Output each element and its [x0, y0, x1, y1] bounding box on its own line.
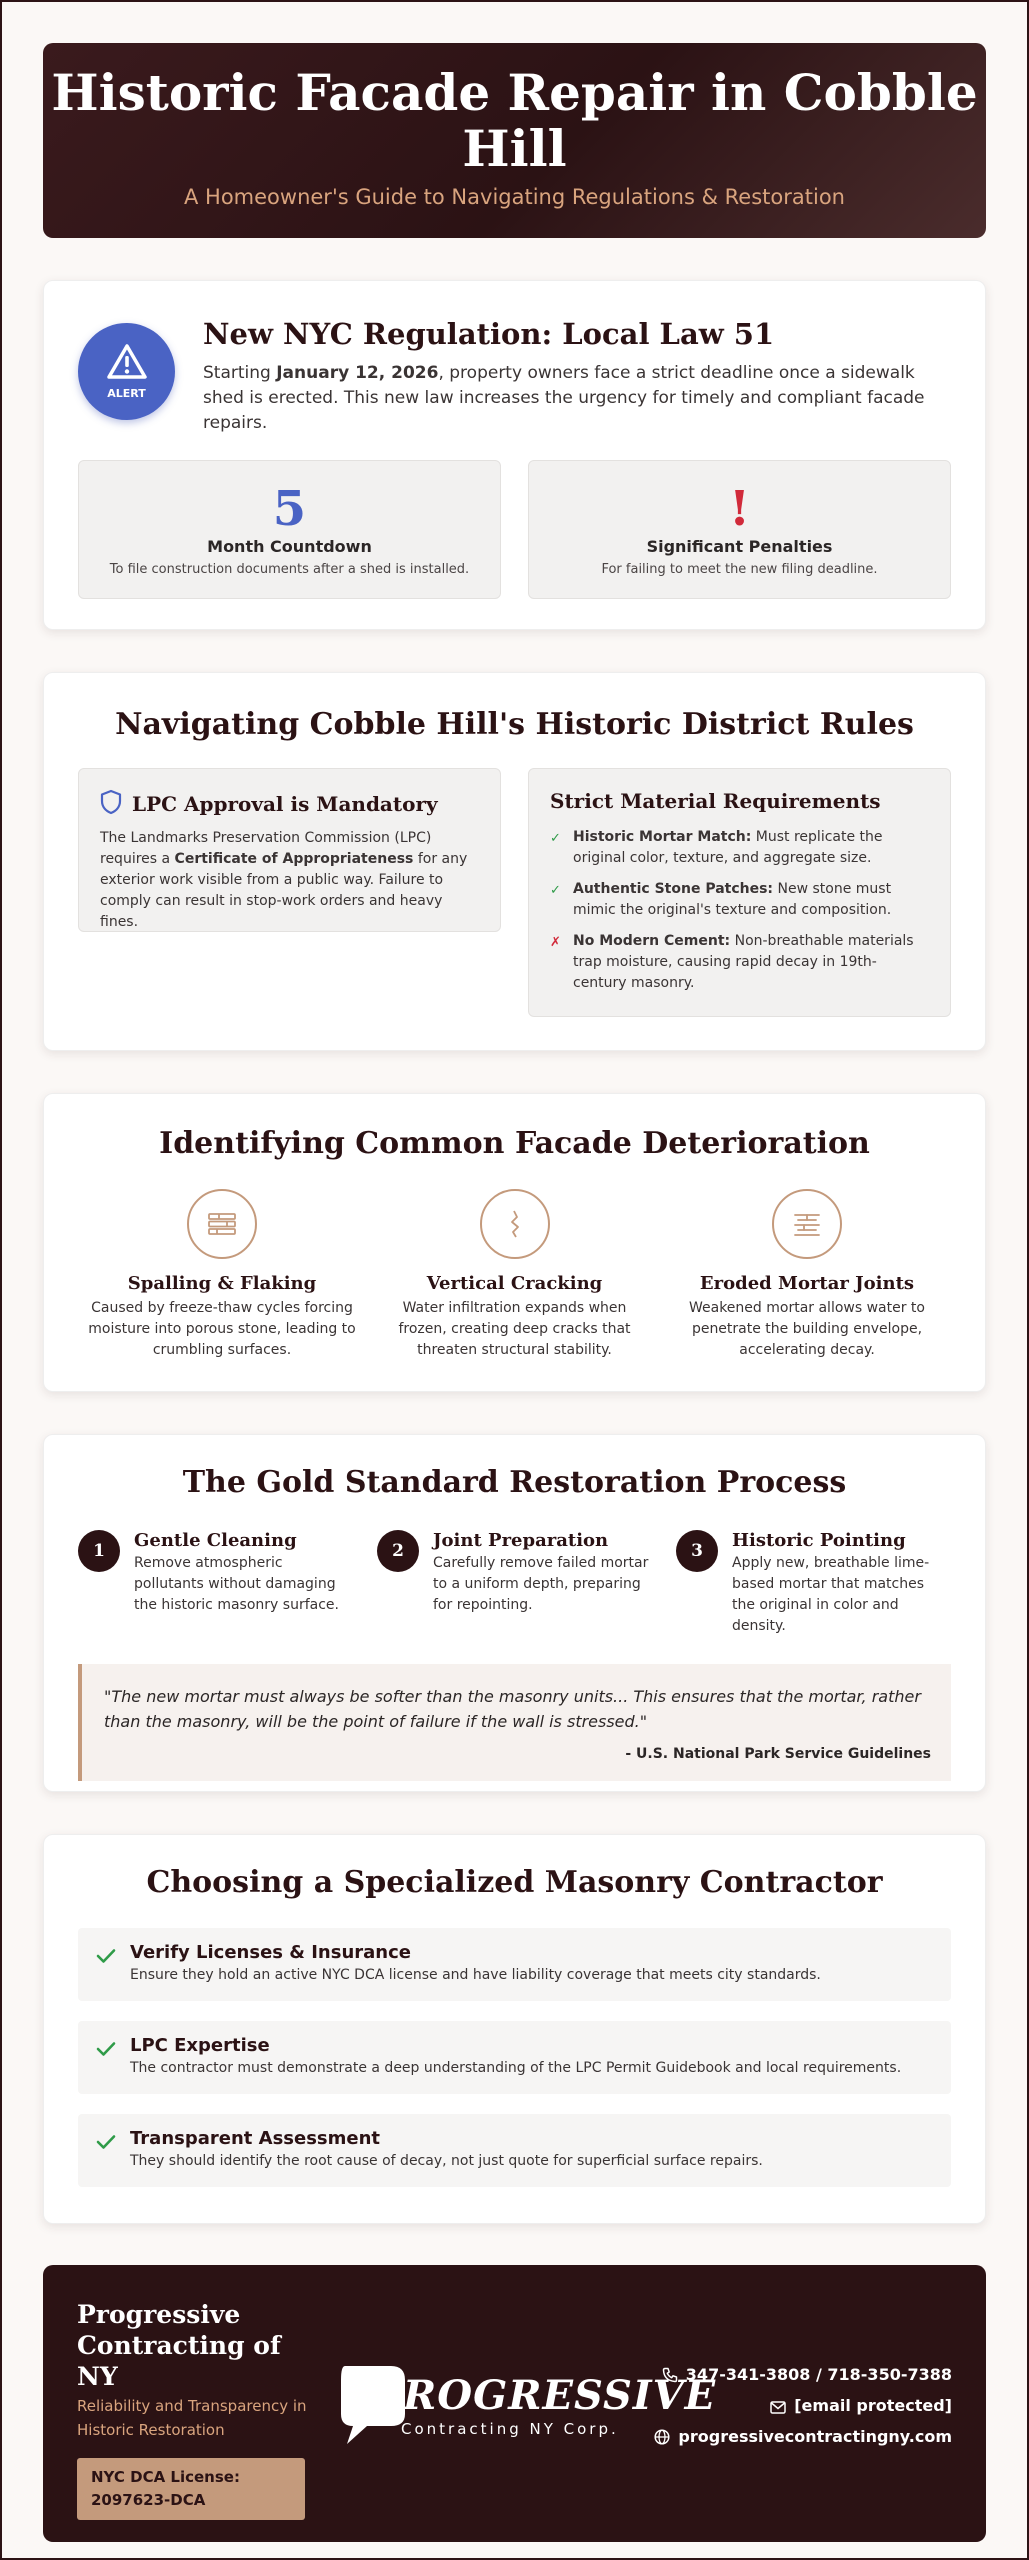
checklist-item: [78, 1928, 951, 2001]
regulation-card: [43, 280, 986, 630]
checklist-item: [78, 2021, 951, 2094]
stat-penalties: [528, 460, 951, 599]
company-tagline: Reliability and Transparency in Historic Restoration: [77, 2397, 307, 2439]
logo-wordmark: ROGRESSIVE: [403, 2372, 717, 2419]
mail-icon: [770, 2401, 786, 2414]
footer: [43, 2265, 986, 2542]
license-badge: NYC DCA License: 2097623-DCA: [77, 2458, 305, 2520]
company-name: Progressive Contracting of NY: [77, 2300, 281, 2391]
step-text: Apply new, breathable lime-based mortar that matches the original in color and density.: [732, 1555, 930, 1634]
brick-layers-icon: [187, 1189, 257, 1259]
section-title: The Gold Standard Restoration Process: [182, 1465, 847, 1500]
stat-countdown: [78, 460, 501, 599]
stat-label: Significant Penalties: [646, 537, 833, 556]
deterioration-item: [377, 1189, 653, 1361]
item-title: Vertical Cracking: [426, 1273, 603, 1294]
checklist-item: [78, 2114, 951, 2187]
step-title: Joint Preparation: [433, 1530, 609, 1551]
process-step: [78, 1530, 353, 1637]
item-text: Weakened mortar allows water to penetrate the building envelope, accelerating decay.: [688, 1300, 925, 1358]
material-requirements-box: [528, 768, 951, 1017]
quote-source: - U.S. National Park Service Guidelines: [625, 1746, 931, 1762]
restoration-process-card: [43, 1434, 986, 1792]
item-title: Eroded Mortar Joints: [699, 1273, 915, 1294]
quote-text: "The new mortar must always be softer than the masonry units... This ensures that the mortar, rather than the masonry, will be the point of failure if the wall is stressed.": [104, 1687, 921, 1731]
checklist-text: They should identify the root cause of decay, not just quote for superficial surface repairs.: [130, 2153, 763, 2169]
check-icon: ✓: [550, 831, 561, 846]
deterioration-card: [43, 1093, 986, 1392]
historic-rules-card: [43, 672, 986, 1051]
step-text: Carefully remove failed mortar to a uniform depth, preparing for repointing.: [433, 1555, 649, 1613]
process-step: [676, 1530, 951, 1637]
crack-icon: [480, 1189, 550, 1259]
regulation-intro: Starting January 12, 2026, property owners face a strict deadline once a sidewalk shed is erected. This new law increases the urgency for timely and compliant facade repairs.: [203, 363, 925, 433]
check-icon: [96, 1948, 116, 1964]
stat-label: Month Countdown: [207, 537, 372, 556]
page-subtitle: A Homeowner's Guide to Navigating Regulations & Restoration: [184, 185, 845, 209]
item-text: Water infiltration expands when frozen, creating deep cracks that threaten structural stability.: [398, 1300, 631, 1358]
checklist-title: Verify Licenses & Insurance: [130, 1942, 411, 1963]
step-title: Gentle Cleaning: [134, 1530, 297, 1551]
stat-description: For failing to meet the new filing deadline.: [601, 562, 878, 577]
logo-subtitle: Contracting NY Corp.: [401, 2420, 619, 2438]
website-link[interactable]: progressivecontractingny.com: [654, 2427, 952, 2446]
regulation-title: New NYC Regulation: Local Law 51: [203, 317, 775, 351]
hero-banner: [43, 43, 986, 238]
step-number: 2: [377, 1530, 419, 1572]
section-title: Identifying Common Facade Deterioration: [159, 1126, 870, 1161]
check-icon: [96, 2134, 116, 2150]
cross-icon: ✗: [550, 935, 561, 950]
alert-label: ALERT: [107, 387, 146, 400]
lpc-title: LPC Approval is Mandatory: [132, 792, 438, 816]
step-number: 3: [676, 1530, 718, 1572]
section-title: Choosing a Specialized Masonry Contractor: [146, 1865, 883, 1900]
phone-link[interactable]: 347-341-3808 / 718-350-7388: [654, 2365, 952, 2384]
section-title: Navigating Cobble Hill's Historic District Rules: [115, 707, 914, 742]
phone-icon: [662, 2367, 678, 2383]
mortar-joints-icon: [772, 1189, 842, 1259]
materials-title: Strict Material Requirements: [550, 789, 881, 813]
item-text: Caused by freeze-thaw cycles forcing moisture into porous stone, leading to crumbling surfaces.: [88, 1300, 356, 1358]
process-step: [377, 1530, 652, 1637]
alert-badge: [78, 323, 175, 420]
material-list: [550, 827, 929, 994]
stat-description: To file construction documents after a shed is installed.: [109, 562, 470, 577]
checklist-text: The contractor must demonstrate a deep understanding of the LPC Permit Guidebook and local requirements.: [130, 2060, 902, 2076]
lpc-approval-box: [78, 768, 501, 932]
email-link[interactable]: [email protected]: [654, 2396, 952, 2415]
step-title: Historic Pointing: [732, 1530, 906, 1551]
checklist-title: LPC Expertise: [130, 2035, 270, 2056]
globe-icon: [654, 2429, 670, 2445]
check-icon: ✓: [550, 883, 561, 898]
list-item: ✓ Historic Mortar Match: Must replicate the original color, texture, and aggregate size.: [550, 829, 883, 866]
guideline-quote: [78, 1664, 951, 1781]
process-steps: [78, 1530, 951, 1637]
stat-value: 5: [272, 481, 307, 537]
contractor-card: [43, 1834, 986, 2224]
step-text: Remove atmospheric pollutants without damaging the historic masonry surface.: [134, 1555, 339, 1613]
page: [43, 43, 986, 2542]
item-title: Spalling & Flaking: [127, 1273, 317, 1294]
regulation-date: January 12, 2026: [276, 363, 439, 383]
page-title: Historic Facade Repair in Cobble Hill: [51, 63, 978, 178]
check-icon: [96, 2041, 116, 2057]
checklist-text: Ensure they hold an active NYC DCA license and have liability coverage that meets city standards.: [130, 1967, 821, 1983]
exclamation-icon: !: [728, 481, 751, 537]
company-logo: [333, 2360, 717, 2450]
checklist-title: Transparent Assessment: [130, 2128, 381, 2149]
shield-icon: [100, 789, 122, 815]
lpc-text: The Landmarks Preservation Commission (LPC) requires a Certificate of Appropriateness for any exterior work visible from a public way. Failure to comply can result in stop-work orders and heavy fines.: [100, 830, 468, 930]
warning-triangle-icon: [106, 343, 148, 381]
step-number: 1: [78, 1530, 120, 1572]
list-item: ✗ No Modern Cement: Non-breathable materials trap moisture, causing rapid decay in 19th-century masonry.: [550, 933, 914, 991]
deterioration-item: [84, 1189, 360, 1361]
list-item: ✓ Authentic Stone Patches: New stone must mimic the original's texture and composition.: [550, 881, 892, 918]
contact-info: [654, 2365, 952, 2458]
deterioration-item: [669, 1189, 945, 1361]
